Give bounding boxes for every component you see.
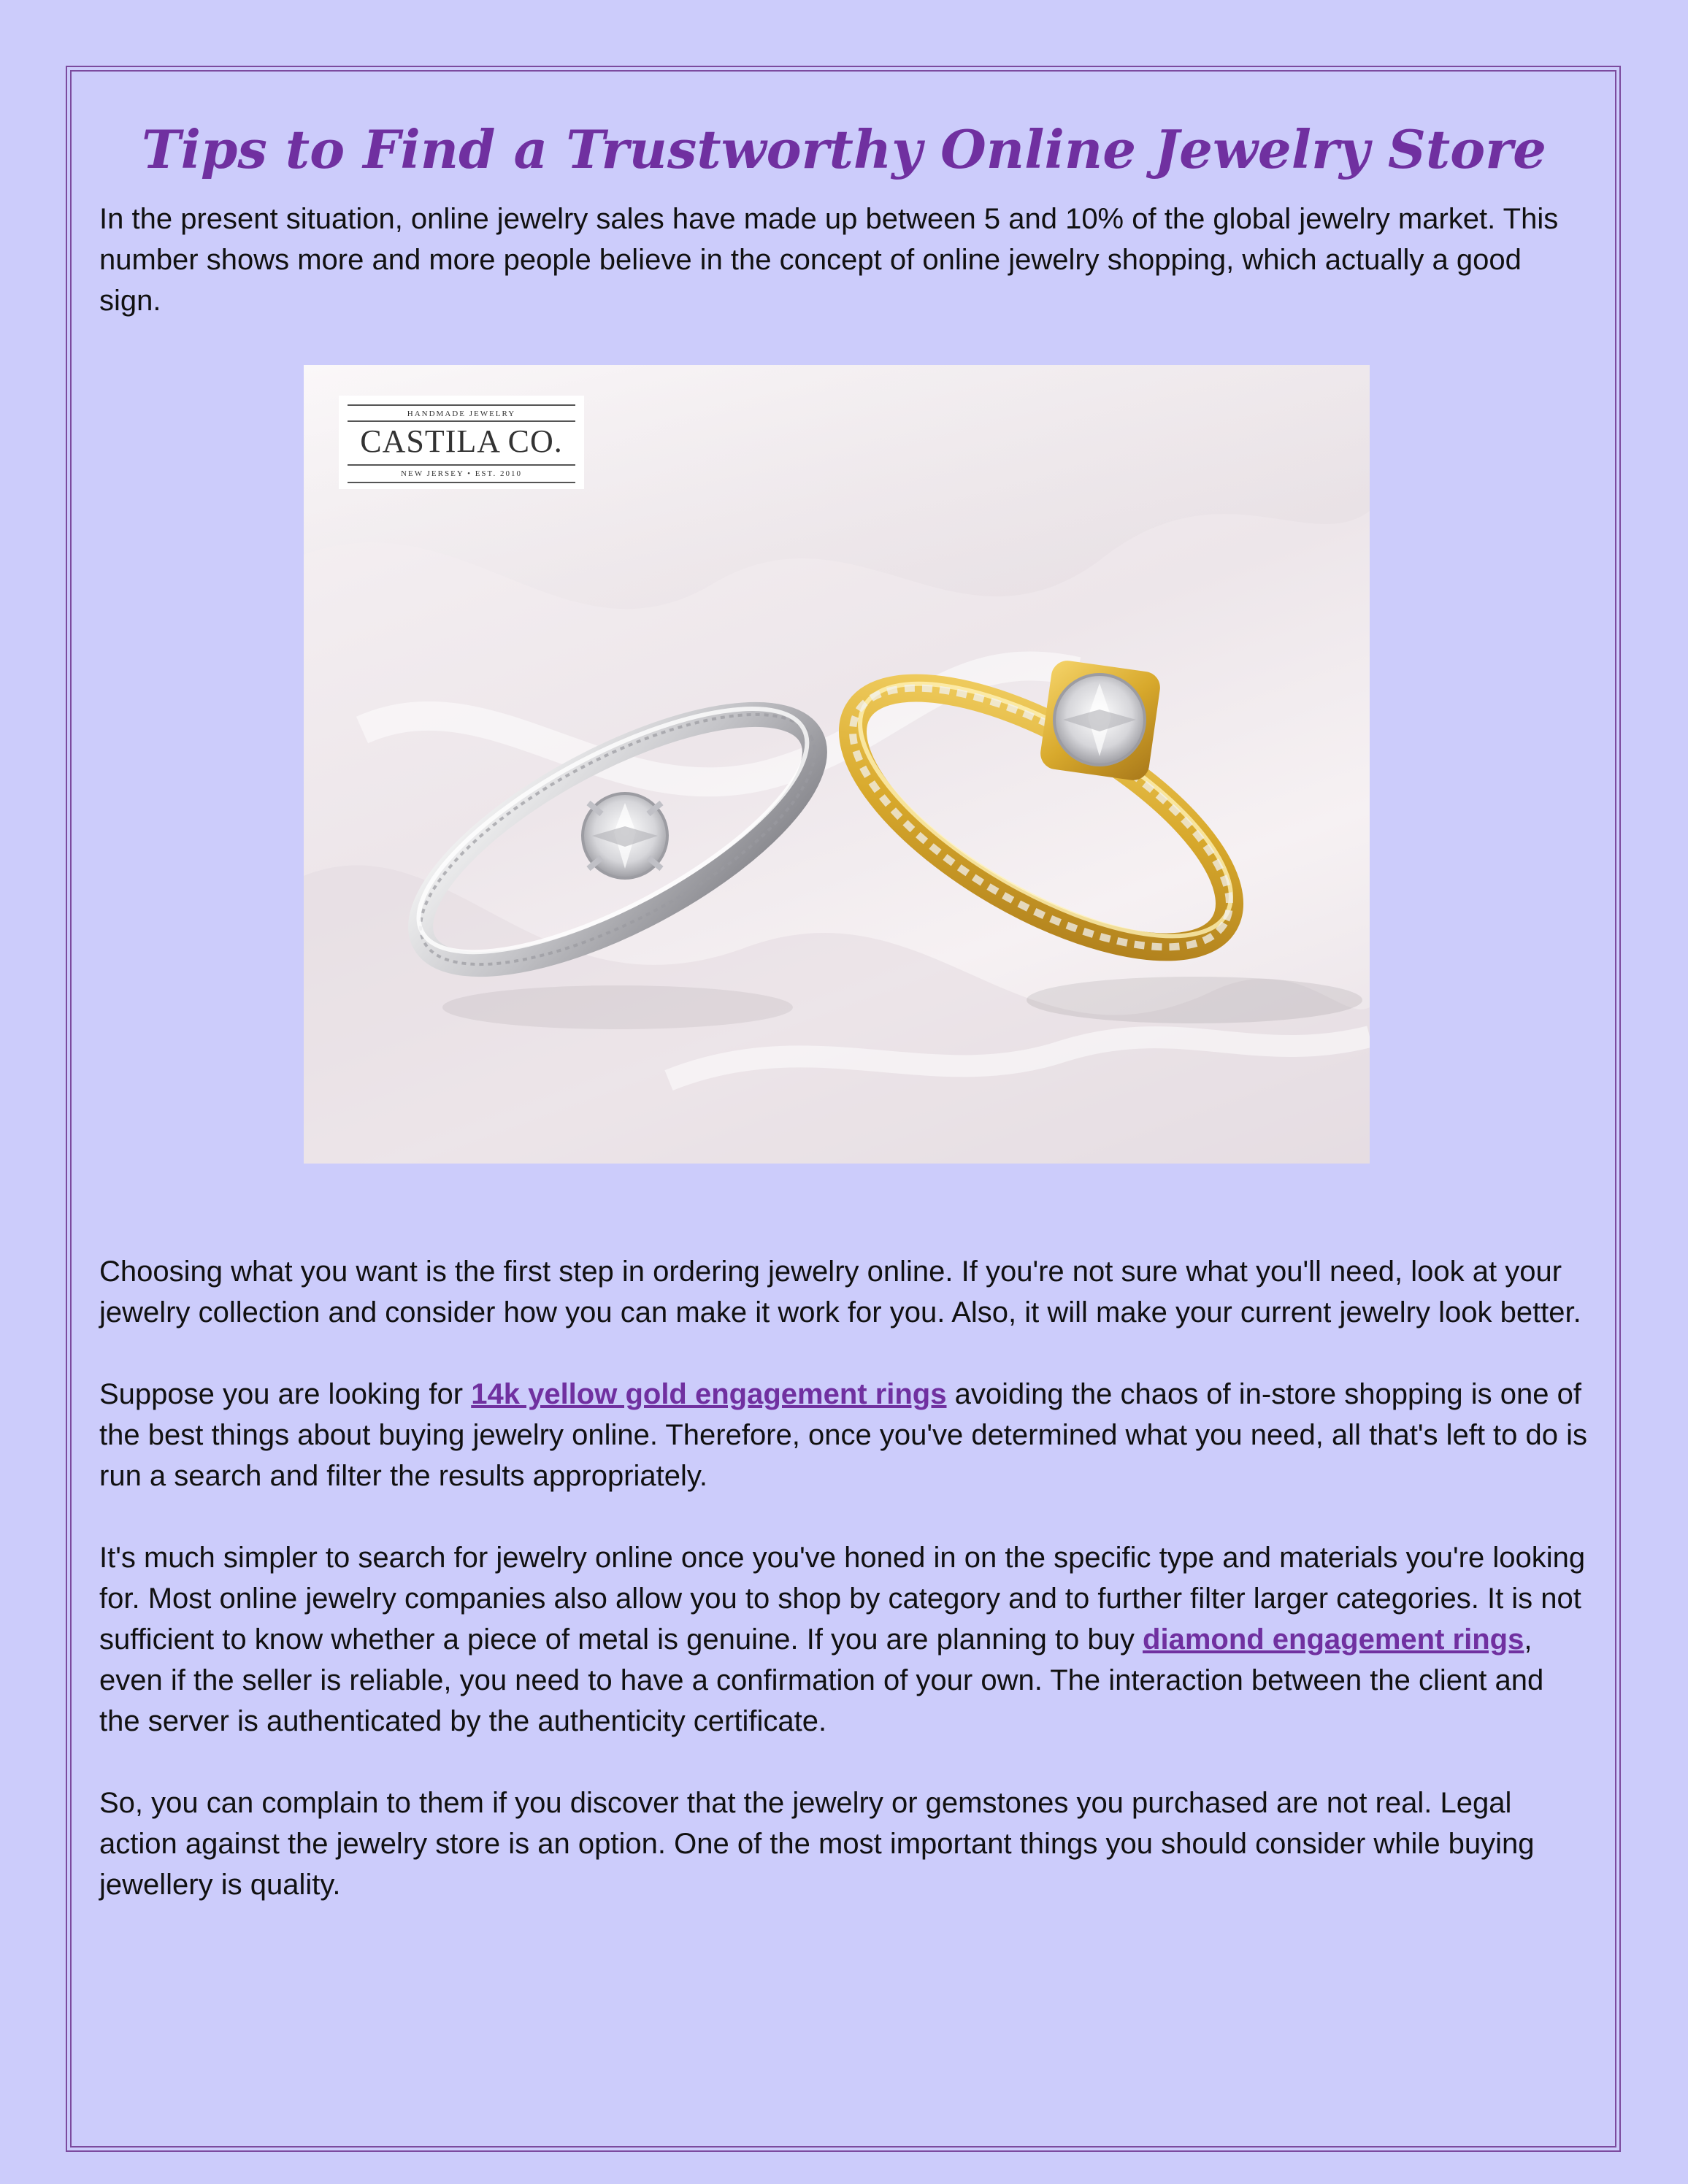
- logo-brand: CASTILA CO.: [360, 423, 563, 459]
- paragraph-text: Suppose you are looking for: [99, 1378, 472, 1410]
- logo-rule-top: [348, 404, 575, 406]
- paragraph-choosing: Choosing what you want is the first step in ordering jewelry online. If you're not sure what you'll need, look at your jewelry collection and consider how you can make it work for you. Also, it will make your current jewelry look better.: [99, 1256, 1581, 1329]
- intro-paragraph: In the present situation, online jewelry sales have made up between 5 and 10% of the global jewelry market. This number shows more and more people believe in the concept of online jewelry shopping, which actually a good sign.: [99, 203, 1559, 317]
- castila-logo: [339, 396, 584, 489]
- yellow-gold-rings-link[interactable]: 14k yellow gold engagement rings: [471, 1378, 947, 1410]
- paragraph-text: avoiding the chaos of in-store shopping is one of the best things about buying jewelry online. Therefore, once you've determined what you need, all that's left to do is run a search and filter the results appropriately.: [99, 1378, 1588, 1492]
- paragraph-text: , even if the seller is reliable, you need to have a confirmation of your own. The interaction between the client and the server is authenticated by the authenticity certificate.: [99, 1623, 1544, 1737]
- logo-tagline-top: HANDMADE JEWELRY: [407, 410, 516, 418]
- silver-ring-stone: [583, 793, 667, 878]
- paragraph-text: It's much simpler to search for jewelry online once you've honed in on the specific type and materials you're looking for. Most online jewelry companies also allow you to shop by category and to further filter larger categories. It is not sufficient to know whether a piece of metal is genuine. If you are planning to buy: [99, 1542, 1586, 1656]
- logo-tagline-bottom: NEW JERSEY • EST. 2010: [401, 469, 522, 478]
- rings-photo: [304, 365, 1370, 1164]
- logo-rule-bottom: [348, 482, 575, 483]
- paragraph-diamond: [99, 1537, 1589, 1742]
- gold-ring-stone: [1038, 658, 1162, 782]
- diamond-rings-link[interactable]: diamond engagement rings: [1143, 1623, 1524, 1656]
- page-title: Tips to Find a Trustworthy Online Jewelry Store: [142, 118, 1546, 180]
- paragraph-yellow-gold: [99, 1374, 1589, 1496]
- paragraph-quality: So, you can complain to them if you discover that the jewelry or gemstones you purchased are not real. Legal action against the jewelry store is an option. One of the most important things you should consider while buying jewellery is quality.: [99, 1787, 1535, 1901]
- logo-rule-lower: [348, 464, 575, 466]
- document-body: [99, 109, 1589, 1946]
